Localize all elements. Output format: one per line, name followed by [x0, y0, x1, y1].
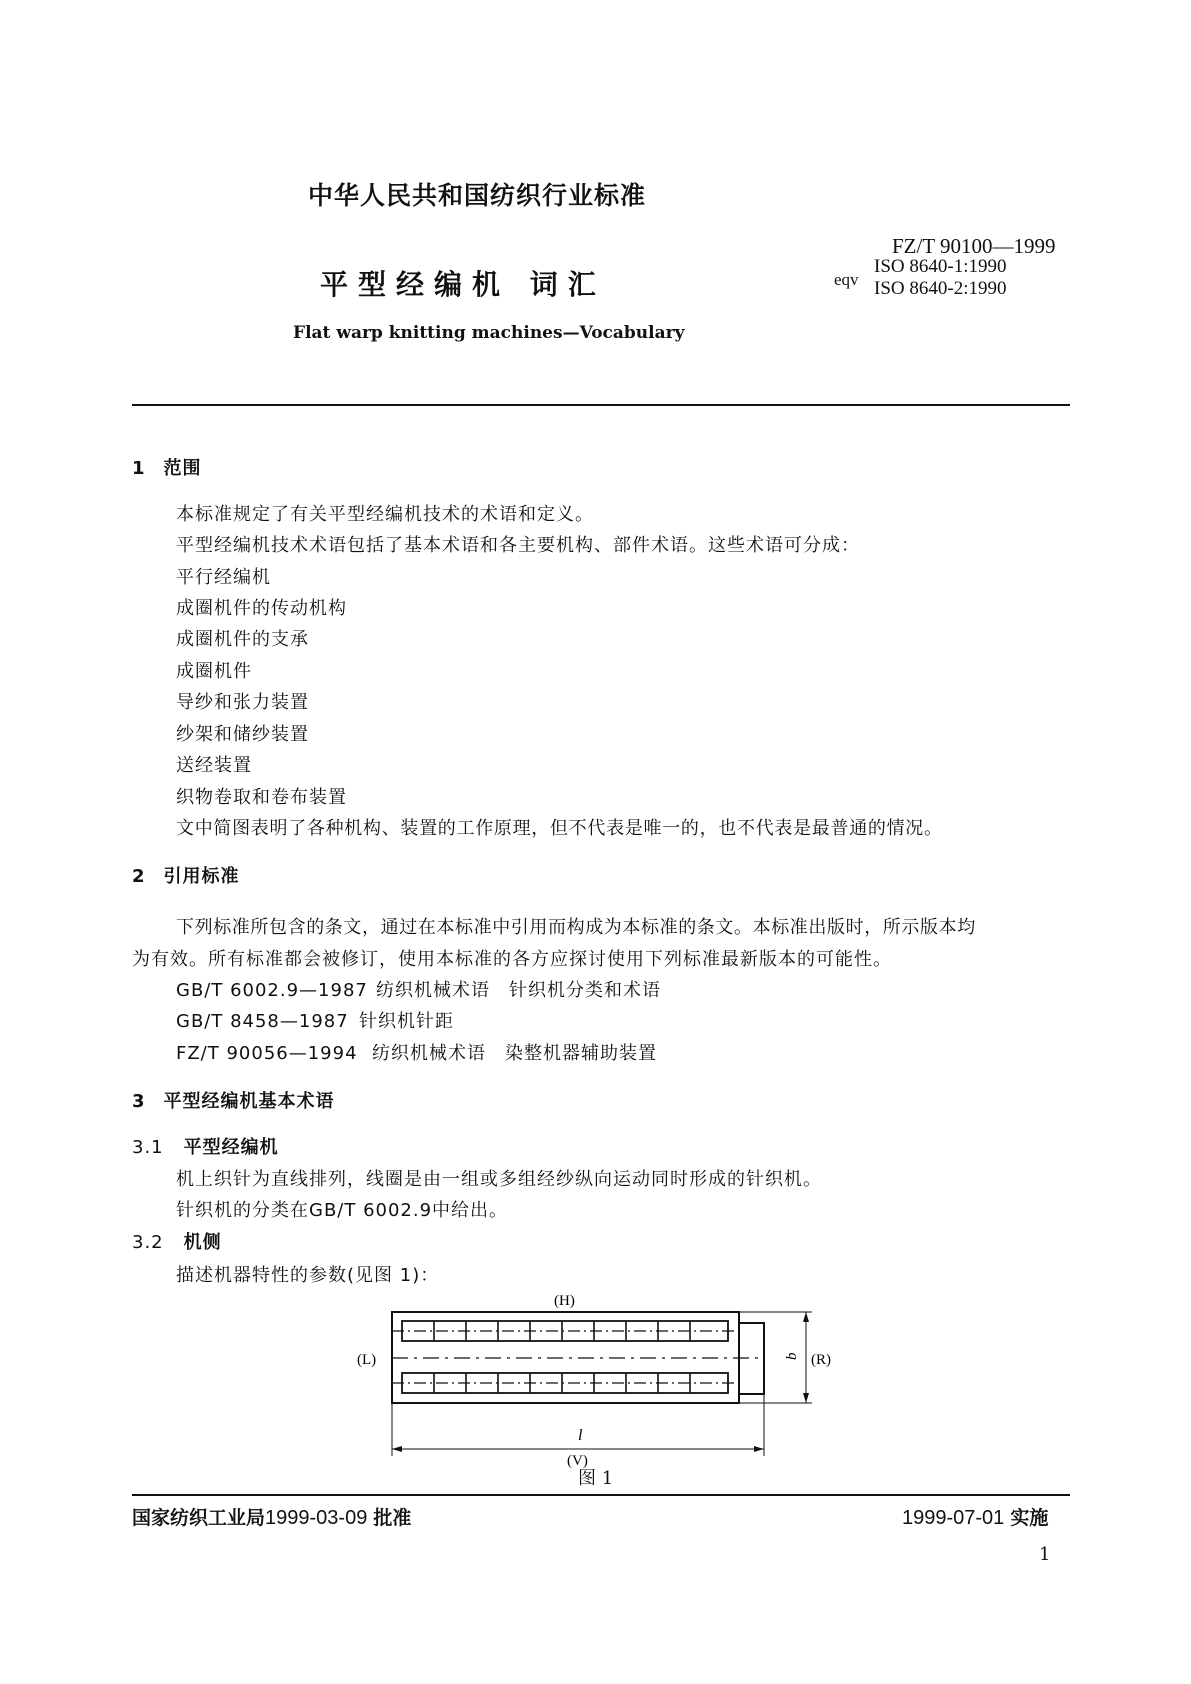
reference-code: FZ/T 90056—1994 [176, 1043, 358, 1064]
effective-line [902, 1503, 1048, 1530]
reference-code: GB/T 8458—1987 [176, 1011, 349, 1032]
subsection-number: 3.1 [132, 1137, 164, 1158]
reference-item [176, 1039, 657, 1065]
document-title-en: Flat warp knitting machines—Vocabulary [293, 323, 685, 343]
section-title: 范围 [163, 458, 202, 479]
figure-caption: 图 1 [578, 1468, 614, 1489]
paragraph: 下列标准所包含的条文，通过在本标准中引用而构成为本标准的条文。本标准出版时，所示版本均 [176, 917, 976, 938]
list-item: 平行经编机 [176, 567, 271, 588]
section-3-heading [132, 1087, 335, 1113]
reference-code: GB/T 6002.9—1987 [176, 980, 368, 1001]
section-2-heading [132, 862, 240, 888]
list-item: 织物卷取和卷布装置 [176, 787, 347, 808]
figure-1-diagram [340, 1285, 850, 1485]
list-item: 成圈机件的支承 [176, 629, 309, 650]
approval-word: 批准 [373, 1507, 412, 1529]
document-title-cn: 平型经编机 词汇 [320, 268, 606, 301]
section-1-heading [132, 454, 202, 480]
eqv-reference-1: ISO 8640-1:1990 [874, 256, 1007, 277]
dimension-length-label: l [578, 1427, 583, 1444]
effective-date: 1999-07-01 [902, 1507, 1005, 1529]
paragraph: 本标准规定了有关平型经编机技术的术语和定义。 [176, 504, 594, 525]
list-item: 送经装置 [176, 755, 252, 776]
header-divider [132, 404, 1070, 406]
figure-label-left: (L) [357, 1352, 377, 1368]
section-title: 引用标准 [163, 866, 240, 887]
reference-title: 纺织机械术语 针织机分类和术语 [376, 980, 661, 1001]
dimension-width-label: b [784, 1352, 800, 1360]
eqv-reference-2: ISO 8640-2:1990 [874, 278, 1007, 299]
width-arrow-top [803, 1312, 809, 1322]
reference-title: 针织机针距 [359, 1011, 454, 1032]
approval-line [132, 1503, 411, 1530]
figure-label-top: (H) [554, 1293, 575, 1309]
standard-number: FZ/T 90100—1999 [892, 234, 1056, 258]
approval-date: 1999-03-09 [265, 1507, 368, 1529]
subsection-3-1-heading [132, 1133, 279, 1159]
width-arrow-bottom [803, 1393, 809, 1403]
section-title: 平型经编机基本术语 [163, 1091, 335, 1112]
list-item: 成圈机件 [176, 661, 252, 682]
length-arrow-right [754, 1446, 764, 1452]
figure-label-bottom: (V) [567, 1453, 588, 1469]
subsection-title: 机侧 [183, 1232, 222, 1253]
section-number: 2 [132, 866, 146, 887]
effective-word: 实施 [1010, 1507, 1049, 1529]
paragraph: 文中简图表明了各种机构、装置的工作原理，但不代表是唯一的，也不代表是最普通的情况。 [176, 818, 943, 839]
section-number: 1 [132, 458, 146, 479]
reference-title: 纺织机械术语 染整机器辅助装置 [372, 1043, 657, 1064]
footer-divider [132, 1494, 1070, 1496]
list-item: 成圈机件的传动机构 [176, 598, 347, 619]
paragraph: 机上织针为直线排列，线圈是由一组或多组经纱纵向运动同时形成的针织机。 [176, 1169, 822, 1190]
paragraph: 为有效。所有标准都会被修订，使用本标准的各方应探讨使用下列标准最新版本的可能性。 [132, 949, 892, 970]
approval-org: 国家纺织工业局 [132, 1507, 266, 1529]
org-line: 中华人民共和国纺织行业标准 [308, 181, 647, 210]
reference-item [176, 976, 661, 1002]
paragraph: 针织机的分类在GB/T 6002.9中给出。 [176, 1200, 509, 1221]
subsection-3-2-heading [132, 1228, 222, 1254]
list-item: 纱架和储纱装置 [176, 724, 309, 745]
list-item: 导纱和张力装置 [176, 692, 309, 713]
length-arrow-left [392, 1446, 402, 1452]
eqv-label: eqv [834, 270, 859, 289]
section-number: 3 [132, 1091, 146, 1112]
subsection-number: 3.2 [132, 1232, 164, 1253]
paragraph: 描述机器特性的参数(见图 1)： [176, 1265, 440, 1286]
subsection-title: 平型经编机 [183, 1137, 279, 1158]
paragraph: 平型经编机技术术语包括了基本术语和各主要机构、部件术语。这些术语可分成： [176, 535, 860, 556]
reference-item [176, 1007, 454, 1033]
page-number: 1 [1039, 1544, 1051, 1565]
figure-label-right: (R) [811, 1352, 831, 1368]
